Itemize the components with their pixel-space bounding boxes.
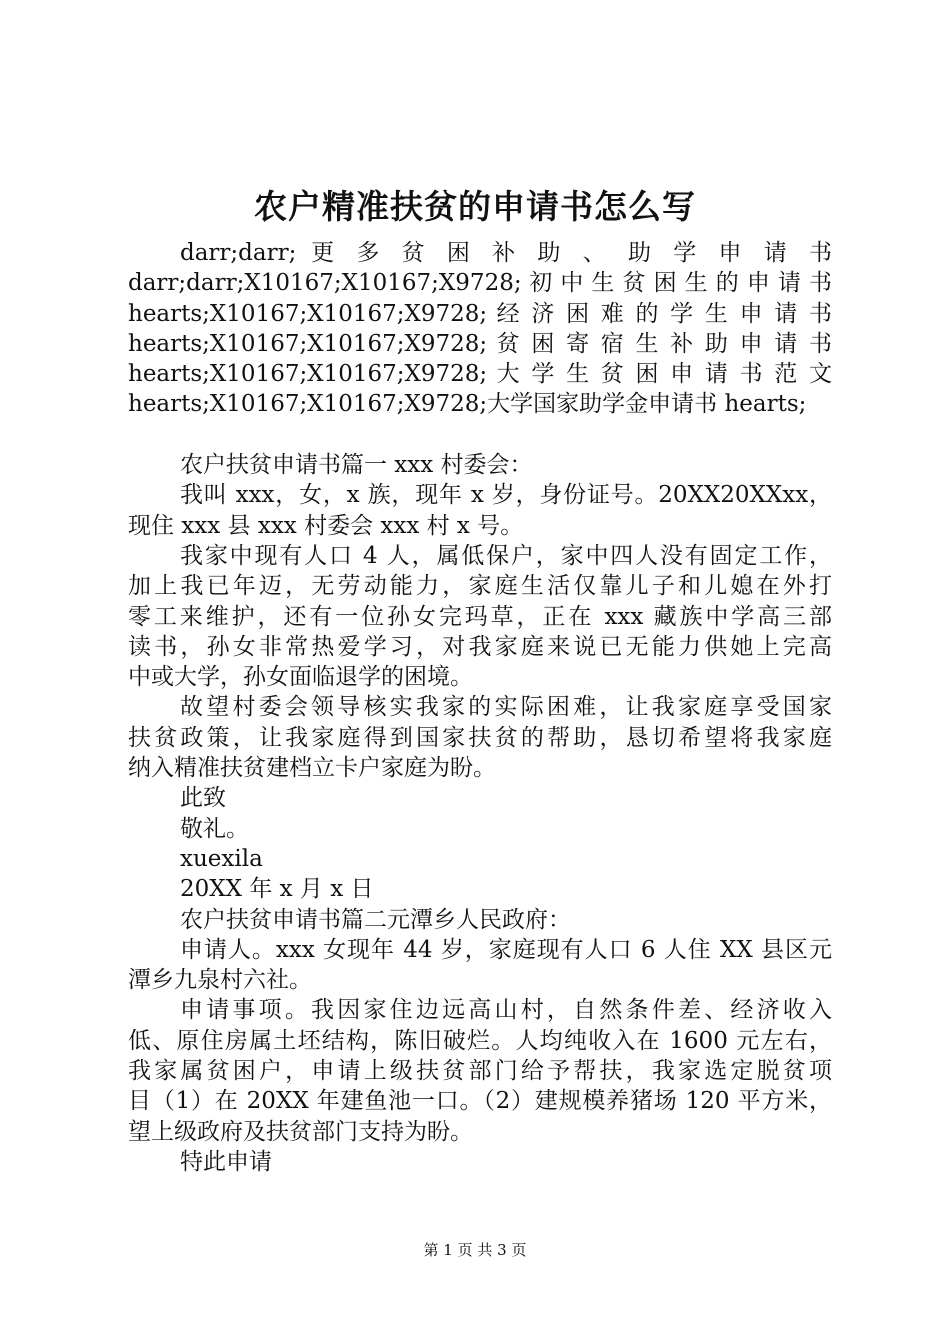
text-line: 敬礼。	[180, 815, 249, 842]
document-title: 农户精准扶贫的申请书怎么写	[254, 187, 696, 226]
text-line: 零工来维护，还有一位孙女完玛草，正在 xxx 藏族中学高三部	[128, 603, 832, 630]
text-line: 目（1）在 20XX 年建鱼池一口。（2）建规模养猪场 120 平方米，	[128, 1088, 832, 1115]
text-line: 纳入精准扶贫建档立卡户家庭为盼。	[128, 755, 496, 782]
text-line: hearts;X10167;X10167;X9728; 贫 困 寄 宿 生 补 助 申 请 书	[128, 330, 832, 357]
text-line: 现住 xxx 县 xxx 村委会 xxx 村 x 号。	[128, 512, 524, 539]
document-body	[128, 238, 832, 1177]
text-line: 我家属贫困户，申请上级扶贫部门给予帮扶，我家选定脱贫项	[128, 1058, 832, 1085]
page-footer: 第 1 页 共 3 页	[423, 1241, 527, 1259]
text-line: 申请事项。我因家住边远高山村，自然条件差、经济收入	[180, 997, 832, 1024]
text-line: 农户扶贫申请书篇一 xxx 村委会：	[180, 452, 533, 479]
text-line: 读书，孙女非常热爱学习，对我家庭来说已无能力供她上完高	[128, 633, 832, 660]
text-line: hearts;X10167;X10167;X9728; 大 学 生 贫 困 申 请 书 范 文	[128, 361, 832, 388]
text-line: 农户扶贫申请书篇二元潭乡人民政府：	[180, 906, 571, 933]
text-line: 我家中现有人口 4 人，属低保户，家中四人没有固定工作，	[180, 542, 832, 569]
text-line: darr;darr; 更 多 贫 困 补 助 、 助 学 申 请 书	[180, 240, 832, 266]
text-line: 特此申请	[180, 1148, 272, 1175]
text-line: 20XX 年 x 月 x 日	[180, 876, 374, 903]
text-line: 我叫 xxx，女，x 族，现年 x 岁，身份证号。20XX20XXxx，	[180, 482, 832, 509]
text-line: 加上我已年迈，无劳动能力，家庭生活仅靠儿子和儿媳在外打	[128, 573, 832, 600]
text-line: 望上级政府及扶贫部门支持为盼。	[128, 1118, 473, 1145]
text-line: 扶贫政策，让我家庭得到国家扶贫的帮助，恳切希望将我家庭	[128, 724, 832, 751]
text-line: hearts;X10167;X10167;X9728;大学国家助学金申请书 hearts;	[128, 391, 807, 418]
text-line: darr;darr;X10167;X10167;X9728; 初 中 生 贫 困 生 的 申 请 书	[128, 270, 832, 297]
text-line: 中或大学，孙女面临退学的困境。	[128, 664, 473, 691]
text-line: 潭乡九泉村六社。	[128, 967, 312, 994]
blank-line	[128, 420, 832, 450]
text-line: 申请人。xxx 女现年 44 岁，家庭现有人口 6 人住 XX 县区元	[180, 936, 832, 963]
text-line: 此致	[180, 785, 226, 812]
text-line: 低、原住房属土坯结构，陈旧破烂。人均纯收入在 1600 元左右，	[128, 1027, 832, 1054]
text-line: 故望村委会领导核实我家的实际困难，让我家庭享受国家	[180, 694, 832, 721]
text-line: xuexila	[180, 845, 263, 872]
text-line: hearts;X10167;X10167;X9728; 经 济 困 难 的 学 生 申 请 书	[128, 300, 832, 327]
